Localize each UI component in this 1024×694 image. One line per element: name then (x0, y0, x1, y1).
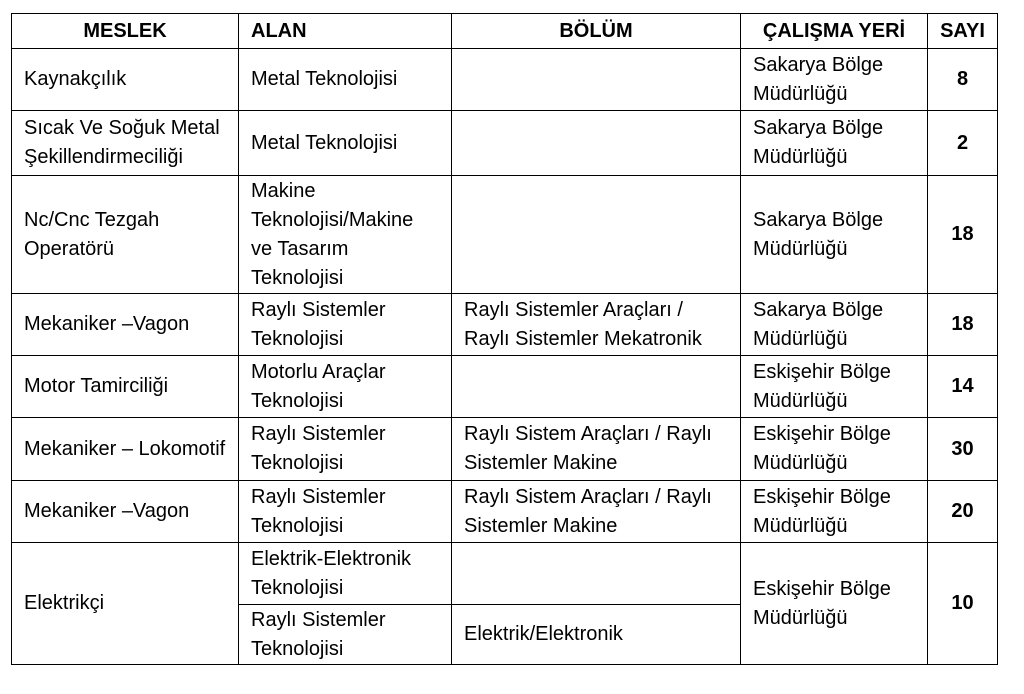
header-bolum: BÖLÜM (452, 14, 741, 49)
cell-bolum: Raylı Sistem Araçları / Raylı Sistemler Makine (452, 481, 741, 543)
cell-bolum: Raylı Sistem Araçları / Raylı Sistemler Makine (452, 418, 741, 481)
cell-calisma-yeri: Sakarya Bölge Müdürlüğü (741, 294, 928, 356)
table-row (12, 176, 998, 294)
cell-meslek: Motor Tamirciliği (12, 356, 239, 418)
cell-calisma-yeri: Sakarya Bölge Müdürlüğü (741, 111, 928, 176)
cell-calisma-yeri: Sakarya Bölge Müdürlüğü (741, 176, 928, 294)
table-row (12, 356, 998, 418)
cell-alan: Motorlu Araçlar Teknolojisi (239, 356, 452, 418)
cell-calisma-yeri: Eskişehir Bölge Müdürlüğü (741, 418, 928, 481)
table-row (12, 111, 998, 176)
cell-bolum (452, 543, 741, 605)
cell-meslek: Sıcak Ve Soğuk Metal Şekillendirmeciliği (12, 111, 239, 176)
cell-calisma-yeri: Eskişehir Bölge Müdürlüğü (741, 543, 928, 665)
cell-meslek: Kaynakçılık (12, 49, 239, 111)
cell-calisma-yeri: Eskişehir Bölge Müdürlüğü (741, 481, 928, 543)
header-row (12, 14, 998, 49)
cell-sayi: 20 (928, 481, 998, 543)
cell-bolum (452, 176, 741, 294)
cell-alan: Raylı Sistemler Teknolojisi (239, 418, 452, 481)
job-table (11, 13, 998, 665)
cell-sayi: 18 (928, 176, 998, 294)
cell-sayi: 2 (928, 111, 998, 176)
table-row (12, 49, 998, 111)
cell-sayi: 8 (928, 49, 998, 111)
table-row (12, 294, 998, 356)
table-row (12, 418, 998, 481)
cell-alan: Raylı Sistemler Teknolojisi (239, 605, 452, 665)
cell-alan: Raylı Sistemler Teknolojisi (239, 294, 452, 356)
cell-sayi: 18 (928, 294, 998, 356)
cell-calisma-yeri: Sakarya Bölge Müdürlüğü (741, 49, 928, 111)
header-calisma-yeri: ÇALIŞMA YERİ (741, 14, 928, 49)
cell-calisma-yeri: Eskişehir Bölge Müdürlüğü (741, 356, 928, 418)
cell-meslek: Mekaniker – Lokomotif (12, 418, 239, 481)
cell-bolum (452, 49, 741, 111)
header-sayi: SAYI (928, 14, 998, 49)
cell-bolum: Raylı Sistemler Araçları / Raylı Sistemler Mekatronik (452, 294, 741, 356)
cell-alan: Metal Teknolojisi (239, 111, 452, 176)
cell-meslek: Nc/Cnc Tezgah Operatörü (12, 176, 239, 294)
cell-bolum (452, 111, 741, 176)
cell-bolum (452, 356, 741, 418)
cell-alan: Metal Teknolojisi (239, 49, 452, 111)
cell-sayi: 30 (928, 418, 998, 481)
cell-sayi: 14 (928, 356, 998, 418)
header-alan: ALAN (239, 14, 452, 49)
cell-meslek: Mekaniker –Vagon (12, 481, 239, 543)
cell-sayi: 10 (928, 543, 998, 665)
cell-alan: Elektrik-Elektronik Teknolojisi (239, 543, 452, 605)
table-row (12, 543, 998, 605)
cell-alan: Raylı Sistemler Teknolojisi (239, 481, 452, 543)
header-meslek: MESLEK (12, 14, 239, 49)
cell-meslek: Elektrikçi (12, 543, 239, 665)
cell-bolum: Elektrik/Elektronik (452, 605, 741, 665)
cell-meslek: Mekaniker –Vagon (12, 294, 239, 356)
table-row (12, 481, 998, 543)
cell-alan: Makine Teknolojisi/Makine ve Tasarım Teknolojisi (239, 176, 452, 294)
